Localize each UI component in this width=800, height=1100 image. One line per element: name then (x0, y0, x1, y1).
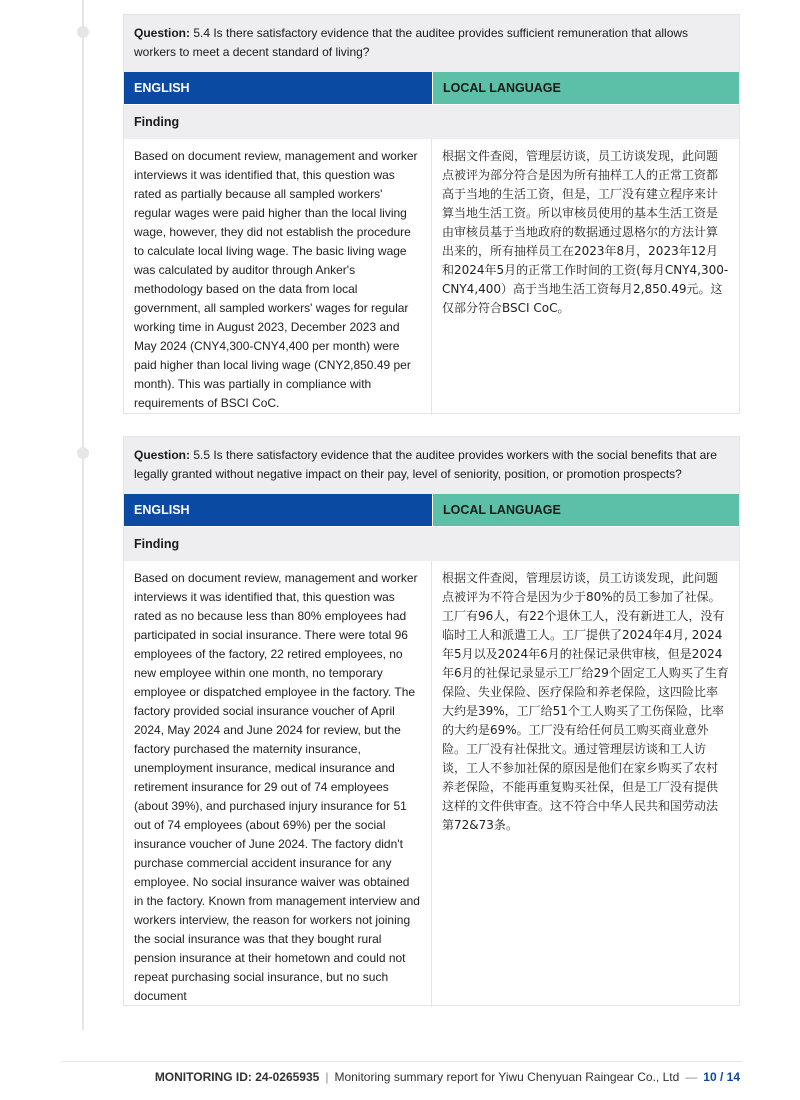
local-finding-text: 根据文件查阅，管理层访谈，员工访谈发现，此问题点被评为部分符合是因为所有抽样工人的正常工资都高于当地的生活工资，但是，工厂没有建立程序来计算当地生活工资。所以审核员使用的基本生活工资是由审核员基于当地政府的数据通过恩格尔的方法计算出来的，所有抽样员工在2023年8月，2023年12月和2024年5月的正常工作时间的工资(每月CNY4,300-CNY4,400）高于当地生活工资每月2,850.49元。这仅部分符合BSCI CoC。 (442, 149, 729, 315)
local-finding-text: 根据文件查阅，管理层访谈，员工访谈发现，此问题点被评为不符合是因为少于80%的员工参加了社保。工厂有96人，有22个退休工人，没有新进工人，没有临时工人和派遣工人。工厂提供了2024年4月, 2024年5月以及2024年6月的社保记录供审核，但是2024年6月的社保记录显示工厂给29个固定工人购买了生育保险、失业保险、医疗保险和养老保险，这四险比率大约是39%，工厂给51个工人购买了工伤保险，比率的大约是69%。工厂没有给任何员工购买商业意外险。工厂没有社保批文。通过管理层访谈和工人访谈，工人不参加社保的原因是他们在家乡购买了农村养老保险，不能再重复购买社保，但是工厂没有提供这样的文件供审查。这不符合中华人民共和国劳动法 第72&73条。 (442, 571, 729, 832)
english-header: ENGLISH (124, 72, 432, 104)
report-title: Monitoring summary report for Yiwu Chenyuan Raingear Co., Ltd (334, 1070, 680, 1084)
local-language-header: LOCAL LANGUAGE (433, 494, 739, 526)
question-text: 5.4 Is there satisfactory evidence that the auditee provides sufficient remuneration that allows workers to meet a decent standard of living? (134, 26, 689, 59)
page-footer (155, 1070, 740, 1084)
question-header (124, 437, 739, 494)
language-header-row (124, 494, 739, 526)
english-header: ENGLISH (124, 494, 432, 526)
question-label: Question: (134, 26, 190, 40)
question-label: Question: (134, 448, 190, 462)
question-section-5-4 (123, 14, 740, 414)
finding-label: Finding (124, 526, 739, 561)
finding-content-row (124, 561, 739, 1007)
timeline-dot-5-4 (77, 26, 89, 38)
footer-separator: | (325, 1070, 329, 1084)
monitoring-id: MONITORING ID: 24-0265935 (154, 1070, 320, 1084)
finding-content-row (124, 139, 739, 415)
timeline-dot-5-5 (77, 447, 89, 459)
language-header-row (124, 72, 739, 104)
english-finding-text: Based on document review, management and worker interviews it was identified that, this question was rated as no because less than 80% employees had participated in social insurance. There were total 96 employees of the factory, 22 retired employees, no new employee within one month, no temporary employee or dispatched employee in the factory. The factory provided social insurance voucher of April 2024, May 2024 and June 2024 for review, but the factory purchased the maternity insurance, unemployment insurance, medical insurance and retirement insurance for 29 out of 74 employees (about 39%), and purchased injury insurance for 51 out of 74 employees (about 69%) per the social insurance voucher of June 2024. The factory didn't purchase commercial accident insurance for any employee. No social insurance waiver was obtained in the factory. Known from management interview and workers interview, the reason for workers not joining the social insurance was that they bought rural pension insurance at their hometown and could not repeat purchasing social insurance, but no such document (124, 561, 432, 1007)
footer-divider (62, 1061, 742, 1062)
local-language-header: LOCAL LANGUAGE (433, 72, 739, 104)
footer-dash: — (685, 1070, 698, 1084)
timeline-line (82, 0, 84, 1030)
question-text: 5.5 Is there satisfactory evidence that the auditee provides workers with the social benefits that are legally granted without negative impact on their pay, level of seniority, position, or promotion prospects? (134, 448, 717, 481)
question-header (124, 15, 739, 72)
question-section-5-5 (123, 436, 740, 1006)
page-number: 10 / 14 (703, 1070, 740, 1084)
english-finding-text: Based on document review, management and worker interviews it was identified that, this question was rated as partially because all sampled workers' regular wages were paid higher than the local living wage, however, they did not establish the procedure to calculate local living wage. The basic living wage was calculated by auditor through Anker's methodology based on the data from local government, all sampled workers' wages for regular working time in August 2023, December 2023 and May 2024 (CNY4,300-CNY4,400 per month) were paid higher than local living wage (CNY2,850.49 per month). This was partially in compliance with requirements of BSCI CoC. (124, 139, 432, 415)
finding-label: Finding (124, 104, 739, 139)
